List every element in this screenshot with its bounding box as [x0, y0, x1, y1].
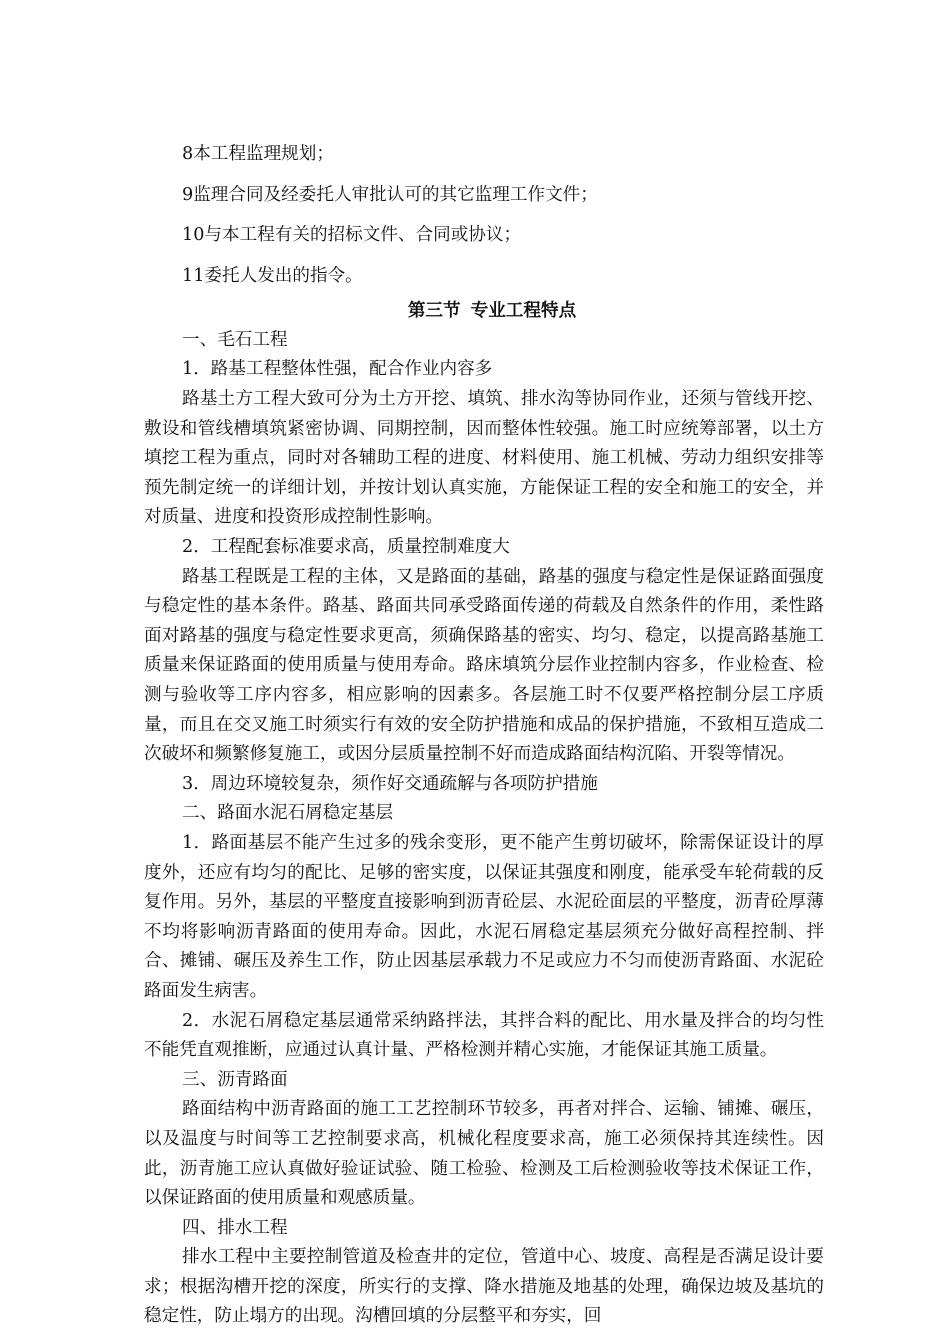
reference-item-9: 9监理合同及经委托人审批认可的其它监理工作文件； — [182, 184, 598, 205]
part4-text: 排水工程中主要控制管道及检查井的定位，管道中心、坡度、高程是否满足设计要求；根据沟槽开挖的深度，所实行的支撑、降水措施及地基的处理，确保边坡及基坑的稳定性，防止塌方的出现。沟槽回填的分层整平和夯实，回 — [144, 1247, 824, 1327]
part1-item1-text: 路基土方工程大致可分为土方开挖、填筑、排水沟等协同作业，还须与管线开挖、敷设和管线槽填筑紧密协调、同期控制，因而整体性较强。施工时应统筹部署，以土方填挖工程为重点，同时对各辅助工程的进度、材料使用、施工机械、劳动力组织安排等预先制定统一的详细计划，并按计划认真实施，方能保证工程的安全和施工的安全，并对质量、进度和投资形成控制性影响。 — [144, 389, 824, 528]
part1-item2-title: 2．工程配套标准要求高，质量控制难度大 — [182, 537, 510, 558]
document-content — [144, 134, 824, 1332]
part3-heading: 三、沥青路面 — [182, 1069, 288, 1090]
reference-item-10: 10与本工程有关的招标文件、合同或协议； — [182, 225, 522, 246]
reference-item-11: 11委托人发出的指令。 — [182, 265, 363, 286]
part4-heading: 四、排水工程 — [182, 1217, 288, 1238]
reference-list — [144, 134, 824, 296]
section-name: 专业工程特点 — [470, 300, 577, 322]
part3-text: 路面结构中沥青路面的施工工艺控制环节较多，再者对拌合、运输、铺摊、碾压，以及温度与时间等工艺控制要求高，机械化程度要求高，施工必须保持其连续性。因此，沥青施工应认真做好验证试验、随工检验、检测及工后检测验收等技术保证工作，以保证路面的使用质量和观感质量。 — [144, 1099, 824, 1209]
part1-item1-title: 1．路基工程整体性强，配合作业内容多 — [182, 359, 493, 380]
part1-heading: 一、毛石工程 — [182, 329, 288, 350]
part1-item2-text: 路基工程既是工程的主体，又是路面的基础，路基的强度与稳定性是保证路面强度与稳定性的基本条件。路基、路面共同承受路面传递的荷载及自然条件的作用，柔性路面对路基的强度与稳定性要求更高，须确保路基的密实、均匀、稳定，以提高路基施工质量来保证路面的使用质量与使用寿命。路床填筑分层作业控制内容多，作业检查、检测与验收等工序内容多，相应影响的因素多。各层施工时不仅要严格控制分层工序质量，而且在交叉施工时须实行有效的安全防护措施和成品的保护措施，不致相互造成二次破坏和频繁修复施工，或因分层质量控制不好而造成路面结构沉陷、开裂等情况。 — [144, 566, 824, 765]
part2-heading: 二、路面水泥石屑稳定基层 — [182, 803, 394, 824]
reference-item-8: 8本工程监理规划； — [182, 144, 334, 164]
section-title — [144, 296, 824, 326]
part1-item3-title: 3．周边环境较复杂，须作好交通疏解与各项防护措施 — [182, 773, 598, 794]
part2-item1-text: 1．路面基层不能产生过多的残余变形，更不能产生剪切破坏，除需保证设计的厚度外，还应有均匀的配比、足够的密实度，以保证其强度和刚度，能承受车轮荷载的反复作用。另外，基层的平整度直接影响到沥青砼层、水泥砼面层的平整度，沥青砼厚薄不均将影响沥青路面的使用寿命。因此，水泥石屑稳定基层须充分做好高程控制、拌合、摊铺、碾压及养生工作，防止因基层承载力不足或应力不匀而使沥青路面、水泥砼路面发生病害。 — [144, 832, 824, 1001]
section-body — [144, 326, 824, 1332]
part2-item2-text: 2．水泥石屑稳定基层通常采纳路拌法，其拌合料的配比、用水量及拌合的均匀性不能凭直观推断，应通过认真计量、严格检测并精心实施，才能保证其施工质量。 — [144, 1010, 824, 1061]
section-number: 第三节 — [407, 300, 461, 322]
